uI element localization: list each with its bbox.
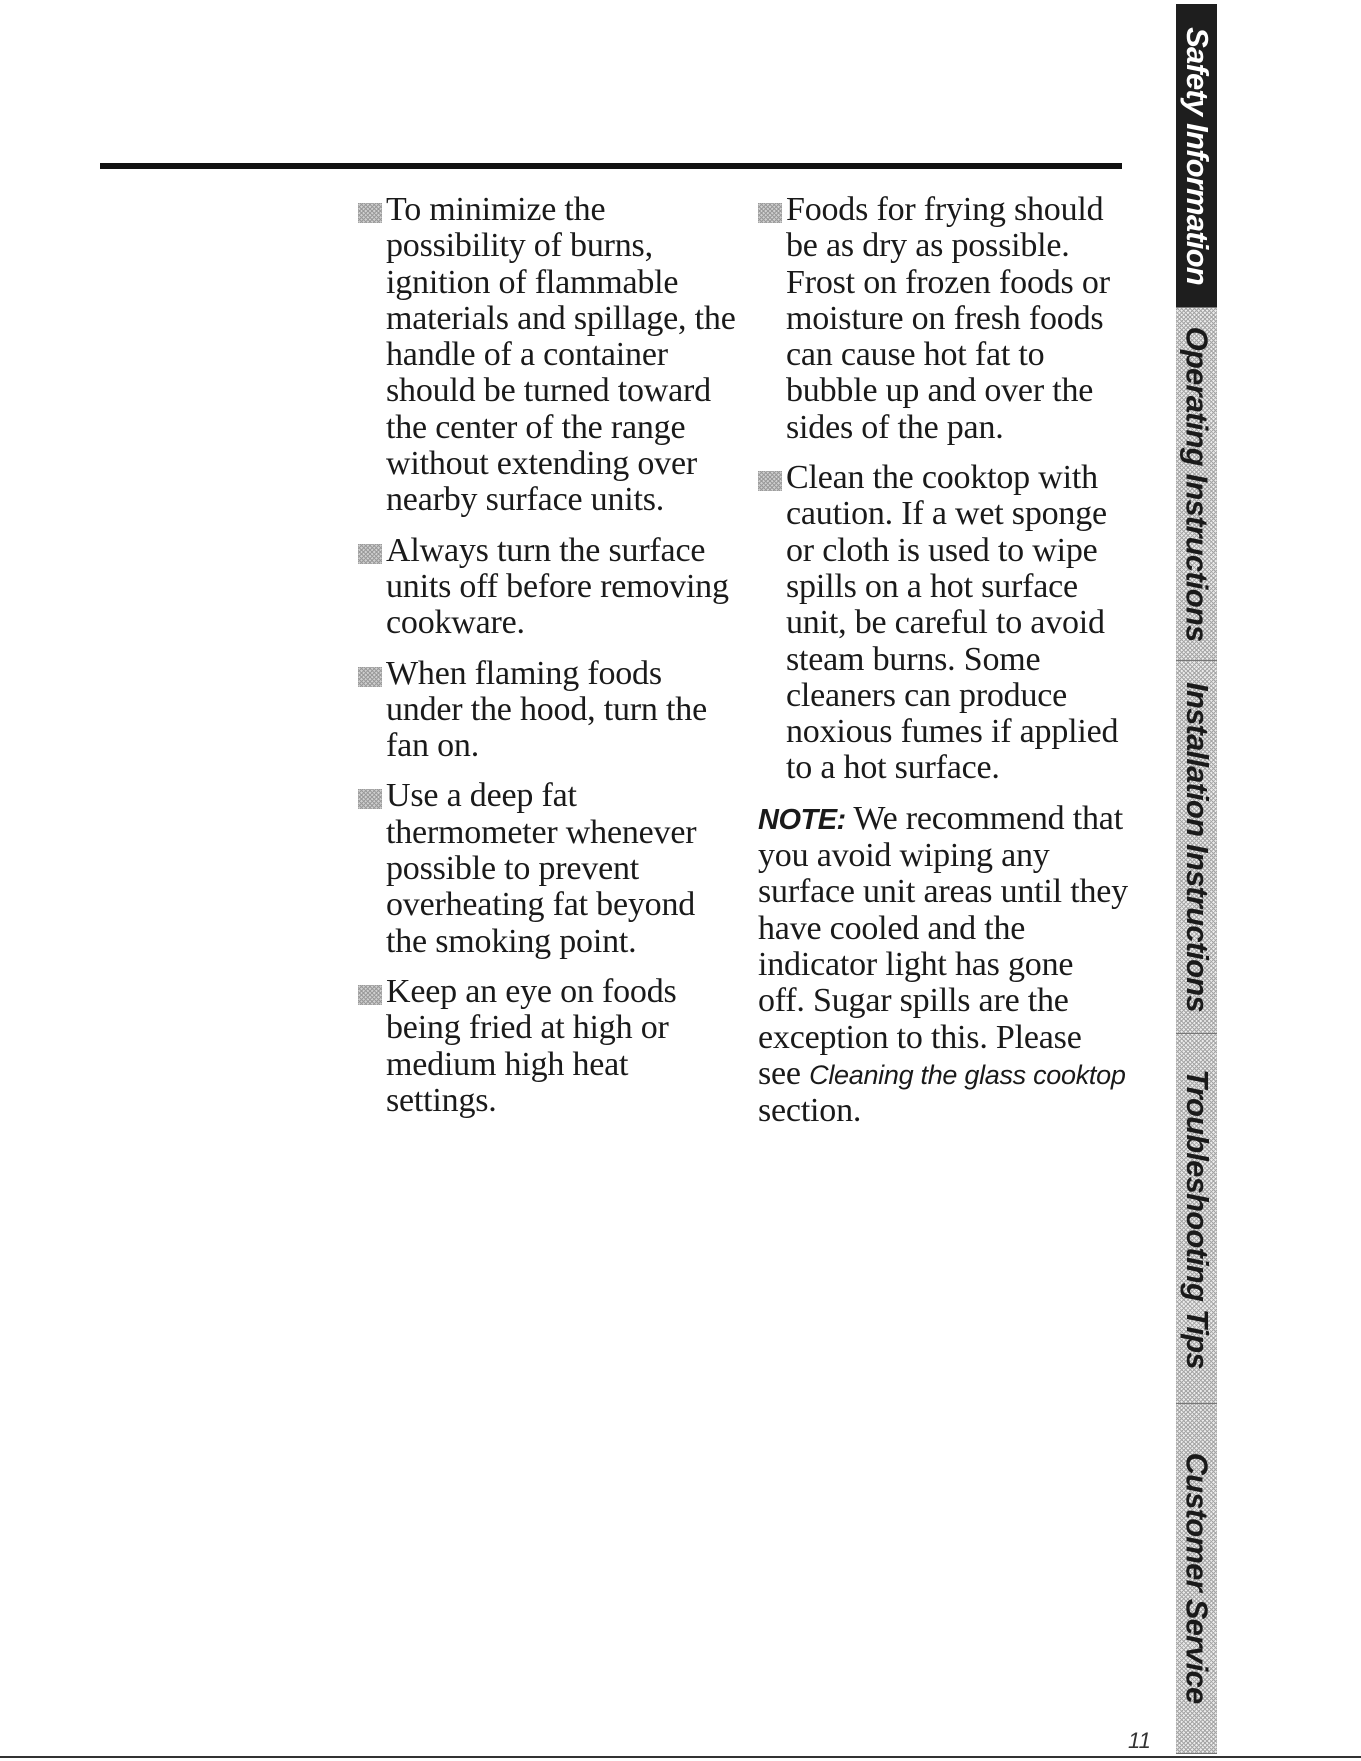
list-item xyxy=(358,778,738,959)
bullet-icon xyxy=(358,985,382,1005)
list-item-text: When flaming foods under the hood, turn the fan on. xyxy=(386,654,707,765)
note-paragraph xyxy=(758,801,1128,1130)
bullet-icon xyxy=(358,789,382,809)
bullet-icon xyxy=(758,203,782,223)
tab-label: Troubleshooting Tips xyxy=(1179,1068,1215,1369)
note-label: NOTE: xyxy=(758,803,846,836)
tab-label: Installation Instructions xyxy=(1179,682,1215,1012)
tab-customer-service[interactable] xyxy=(1176,1404,1217,1754)
list-item xyxy=(758,192,1128,446)
header-rule xyxy=(100,163,1122,169)
left-column xyxy=(358,192,738,1133)
tab-operating-instructions[interactable] xyxy=(1176,308,1217,661)
page-number: 11 xyxy=(1128,1728,1151,1753)
bullet-icon xyxy=(358,203,382,223)
tab-label: Customer Service xyxy=(1179,1453,1215,1704)
list-item xyxy=(358,533,738,642)
list-item-text: Always turn the surface units off before removing cookware. xyxy=(386,531,729,642)
list-item-text: Clean the cooktop with caution. If a wet sponge or cloth is used to wipe spills on a hot surface unit, be careful to avoid steam burns. Some cleaners can produce noxious fumes if applied to a hot surface. xyxy=(786,459,1119,787)
tab-troubleshooting-tips[interactable] xyxy=(1176,1034,1217,1404)
list-item xyxy=(358,974,738,1119)
bullet-icon xyxy=(358,544,382,564)
list-item-text: Use a deep fat thermometer whenever possible to prevent overheating fat beyond the smoking point. xyxy=(386,777,697,960)
right-column xyxy=(758,192,1128,1129)
list-item-text: To minimize the possibility of burns, ignition of flammable materials and spillage, the handle of a container should be turned toward the center of the range without extending over nearby surface units. xyxy=(386,191,736,519)
list-item xyxy=(758,460,1128,787)
bullet-icon xyxy=(358,667,382,687)
tab-installation-instructions[interactable] xyxy=(1176,661,1217,1034)
tab-label: Operating Instructions xyxy=(1179,326,1215,642)
note-suffix: section. xyxy=(758,1092,862,1130)
bottom-rule xyxy=(0,1756,1361,1758)
section-tabs xyxy=(1176,4,1217,1754)
note-text: We recommend that you avoid wiping any surface unit areas until they have cooled and the indicator light has gone off. Sugar spills are the exception to this. Please see xyxy=(758,799,1128,1092)
list-item xyxy=(358,656,738,765)
bullet-icon xyxy=(758,471,782,491)
list-item-text: Foods for frying should be as dry as possible. Frost on frozen foods or moisture on fresh foods can cause hot fat to bubble up and over the sides of the pan. xyxy=(786,191,1110,446)
note-section-reference: Cleaning the glass cooktop xyxy=(809,1059,1126,1090)
list-item xyxy=(358,192,738,519)
tab-label: Safety Information xyxy=(1179,26,1215,285)
list-item-text: Keep an eye on foods being fried at high or medium high heat settings. xyxy=(386,972,677,1119)
tab-safety-information[interactable] xyxy=(1176,4,1217,308)
